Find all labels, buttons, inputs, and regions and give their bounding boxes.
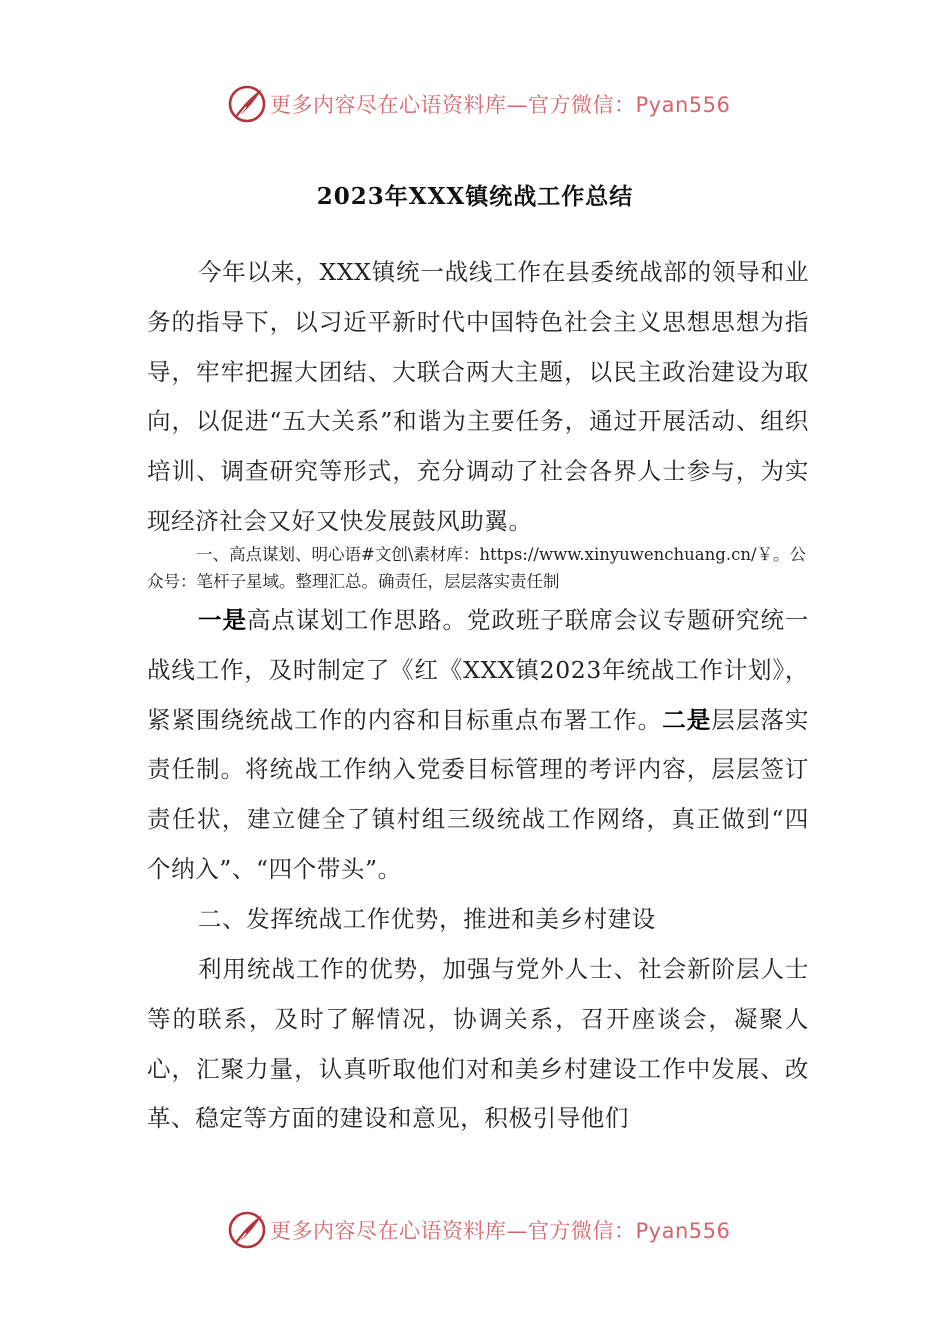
item2-text: 层层落实责任制。将统战工作纳入党委目标管理的考评内容，层层签订责任状，建立健全了镇村组三级统战工作网络，真正做到“四个纳入”、“四个带头”。 <box>147 705 809 883</box>
section1-items-paragraph <box>147 596 809 895</box>
banner-slogan: 更多内容尽在心语资料库—官方微信： <box>270 1219 636 1243</box>
item1-text: 高点谋划工作思路。党政班子联席会议专题研究统一战线工作，及时制定了《红《XXX镇2023年统战工作计划》，紧紧围绕统战工作的内容和目标重点布署工作。 <box>147 606 809 734</box>
intro-paragraph: 今年以来，XXX镇统一战线工作在县委统战部的领导和业务的指导下，以习近平新时代中国特色社会主义思想思想为指导，牢牢把握大团结、大联合两大主题，以民主政治建设为取向，以促进“五大关系”和谐为主要任务，通过开展活动、组织培训、调查研究等形式，充分调动了社会各界人士参与，为实现经济社会又好又快发展鼓风助翼。 <box>147 258 809 535</box>
document-title: 2023年XXX镇统战工作总结 <box>316 183 634 210</box>
section2-heading: 二、发挥统战工作优势，推进和美乡村建设 <box>198 905 656 933</box>
footer-banner <box>226 1208 730 1252</box>
item2-lead: 二是 <box>662 705 712 734</box>
header-banner <box>226 82 730 126</box>
item1-lead: 一是 <box>198 606 247 634</box>
banner-text <box>270 1215 730 1245</box>
section1-heading: 一、高点谋划、明心语#文创\素材库：https://www.xinyuwenchuang.cn/￥。公众号：笔杆子星域。整理汇总。确责任，层层落实责任制 <box>147 545 807 591</box>
banner-wechat-id: Pyan556 <box>635 93 731 117</box>
section2-body: 利用统战工作的优势，加强与党外人士、社会新阶层人士等的联系，及时了解情况，协调关系，召开座谈会，凝聚人心，汇聚力量，认真听取他们对和美乡村建设工作中发展、改革、稳定等方面的建设和意见，积极引导他们 <box>147 955 809 1133</box>
banner-text <box>270 89 730 119</box>
banner-slogan: 更多内容尽在心语资料库—官方微信： <box>270 93 636 117</box>
banner-wechat-id: Pyan556 <box>635 1219 731 1243</box>
quill-pen-logo-icon <box>226 83 268 125</box>
quill-pen-logo-icon <box>226 1209 268 1251</box>
